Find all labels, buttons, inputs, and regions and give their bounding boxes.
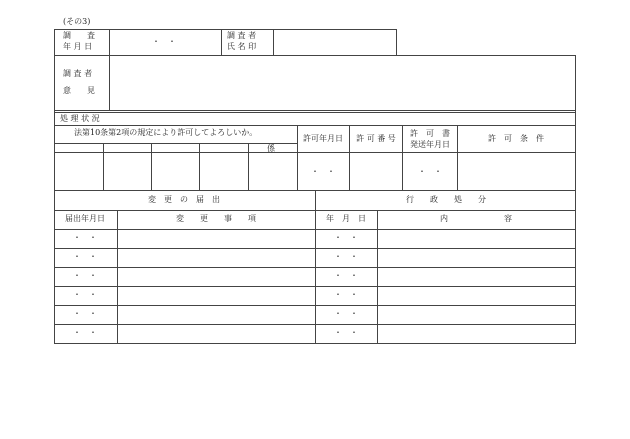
grid-line (402, 125, 403, 190)
approval-question: 法第10条第2項の規定により許可してよろしいか。 (74, 128, 258, 137)
opinion-label-line1: 調 査 者 (63, 69, 93, 78)
grid-line (54, 152, 576, 153)
grid-line (273, 29, 274, 55)
grid-line (221, 29, 222, 55)
col-notice-label-line2: 発送年月日 (410, 140, 450, 149)
grid-line (54, 324, 576, 325)
col-approval-conditions: 許 可 条 件 (488, 134, 544, 143)
surveyor-name-label-line1: 調 査 者 (227, 31, 257, 40)
grid-line (54, 210, 576, 211)
admin-row-date[interactable]: ・ ・ (334, 233, 358, 242)
changes-col-date: 届出年月日 (65, 214, 105, 223)
survey-date-field[interactable]: ・ ・ (152, 37, 176, 46)
grid-line (575, 55, 576, 343)
opinion-label-line2: 意 見 (63, 86, 95, 95)
survey-date-label-line2: 年 月 日 (63, 42, 93, 51)
col-approval-number: 許 可 番 号 (356, 134, 396, 143)
grid-line (396, 29, 397, 55)
grid-line (54, 143, 297, 144)
notice-date-field[interactable]: ・ ・ (418, 167, 442, 176)
changes-row-date[interactable]: ・ ・ (73, 328, 97, 337)
grid-line (54, 125, 576, 126)
approval-conditions-field[interactable] (459, 154, 574, 189)
grid-line (103, 143, 104, 190)
approval-date-field[interactable]: ・ ・ (311, 167, 335, 176)
admin-row-date[interactable]: ・ ・ (334, 328, 358, 337)
col-approval-date: 許可年月日 (303, 134, 343, 143)
admin-row-date[interactable]: ・ ・ (334, 252, 358, 261)
grid-line (54, 305, 576, 306)
processing-title: 処 理 状 況 (60, 114, 100, 123)
grid-line (54, 286, 576, 287)
admin-row-date[interactable]: ・ ・ (334, 271, 358, 280)
grid-line (54, 29, 396, 30)
surveyor-name-label-line2: 氏 名 印 (227, 42, 257, 51)
surveyor-name-field[interactable] (275, 31, 394, 53)
changes-row-date[interactable]: ・ ・ (73, 252, 97, 261)
survey-date-label-line1: 調 査 (63, 31, 95, 40)
approval-number-field[interactable] (351, 154, 401, 189)
grid-line (54, 248, 576, 249)
grid-line (457, 125, 458, 190)
grid-line (151, 143, 152, 190)
changes-row-date[interactable]: ・ ・ (73, 309, 97, 318)
admin-row-date[interactable]: ・ ・ (334, 309, 358, 318)
grid-line (248, 143, 249, 190)
changes-title: 変 更 の 届 出 (148, 195, 220, 204)
grid-line (54, 55, 576, 56)
col-notice-label-line1: 許 可 書 (410, 129, 450, 138)
opinion-field[interactable] (111, 57, 573, 108)
grid-line (199, 143, 200, 190)
staff-label: 係 (267, 144, 275, 153)
admin-col-content: 内 容 (440, 214, 512, 223)
grid-line (109, 29, 110, 55)
grid-line (54, 343, 576, 344)
changes-row-date[interactable]: ・ ・ (73, 290, 97, 299)
page-label: (その3) (63, 17, 91, 26)
grid-line (349, 125, 350, 190)
admin-col-date: 年 月 日 (326, 214, 366, 223)
admin-title: 行 政 処 分 (406, 195, 486, 204)
admin-row-date[interactable]: ・ ・ (334, 290, 358, 299)
grid-line (54, 110, 576, 111)
grid-line (109, 55, 110, 110)
grid-line (54, 29, 55, 343)
grid-line (54, 229, 576, 230)
grid-line (297, 125, 298, 190)
changes-row-date[interactable]: ・ ・ (73, 233, 97, 242)
changes-row-date[interactable]: ・ ・ (73, 271, 97, 280)
grid-line (54, 112, 576, 113)
grid-line (54, 267, 576, 268)
changes-col-matter: 変 更 事 項 (176, 214, 256, 223)
